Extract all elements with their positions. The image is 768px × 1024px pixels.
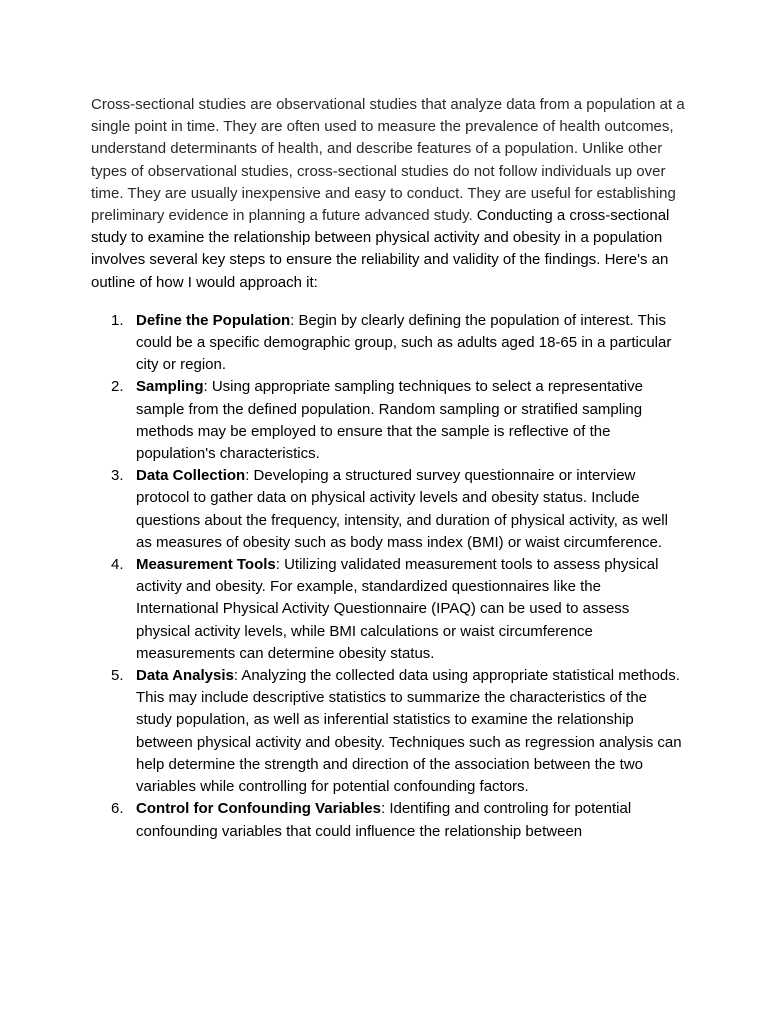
- list-item: [111, 376, 687, 465]
- list-item: [111, 465, 687, 554]
- list-item-title: Measurement Tools: [136, 556, 276, 574]
- document-body: [91, 94, 687, 843]
- list-item-title: Define the Population: [136, 311, 291, 329]
- steps-list: [91, 310, 687, 843]
- list-item-number: 2.: [111, 378, 124, 396]
- list-item: [111, 554, 687, 665]
- list-item-text: : Begin by clearly defining the population of interest. This could be a specific demographic group, such as adults aged 18-65 in a particular city or region.: [136, 311, 672, 374]
- list-item-number: 5.: [111, 667, 124, 685]
- list-item-title: Data Analysis: [136, 667, 234, 685]
- list-item-text: : Developing a structured survey questionnaire or interview protocol to gather data on physical activity levels and obesity status. Include questions about the frequency, intensity, and duration of physical activity, as well as measures of obesity such as body mass index (BMI) or waist circumference.: [136, 467, 668, 551]
- list-item: [111, 665, 687, 798]
- list-item-title: Control for Confounding Variables: [136, 800, 381, 818]
- list-item: [111, 798, 687, 842]
- list-item-text: : Using appropriate sampling techniques to select a representative sample from the defined population. Random sampling or stratified sampling methods may be employed to ensure that the sample is reflective of the population's characteristics.: [136, 378, 643, 463]
- list-item-text: : Analyzing the collected data using appropriate statistical methods. This may include descriptive statistics to summarize the characteristics of the study population, as well as inferential statistics to examine the relationship between physical activity and obesity. Techniques such as regression analysis can help determine the strength and direction of the association between the two variables while controlling for potential confounding factors.: [136, 667, 682, 796]
- list-item-number: 1.: [111, 311, 124, 329]
- intro-lead-text: Cross-sectional studies are observational studies that analyze data from a population at a single point in time. They are often used to measure the prevalence of health outcomes, understand determinants of health, and describe features of a population. Unlike other types of observational studies, cross-sectional studies do not follow individuals up over time. They are usually inexpensive and easy to conduct. They are useful for establishing preliminary evidence in planning a future advanced study.: [91, 96, 685, 225]
- list-item: [111, 310, 687, 377]
- list-item-number: 3.: [111, 467, 124, 485]
- intro-paragraph: [91, 94, 687, 294]
- list-item-number: 6.: [111, 800, 124, 818]
- intro-continuation-text: Conducting a cross-sectional study to examine the relationship between physical activity and obesity in a population involves several key steps to ensure the reliability and validity of the findings. Here's an outline of how I would approach it:: [91, 207, 670, 291]
- list-item-title: Data Collection: [136, 467, 246, 485]
- list-item-number: 4.: [111, 556, 124, 574]
- list-item-title: Sampling: [136, 378, 204, 396]
- list-item-text: : Identifing and controling for potential confounding variables that could influence the relationship between: [136, 800, 632, 840]
- list-item-text: : Utilizing validated measurement tools to assess physical activity and obesity. For example, standardized questionnaires like the International Physical Activity Questionnaire (IPAQ) can be used to assess physical activity levels, while BMI calculations or waist circumference measurements can determine obesity status.: [136, 556, 659, 662]
